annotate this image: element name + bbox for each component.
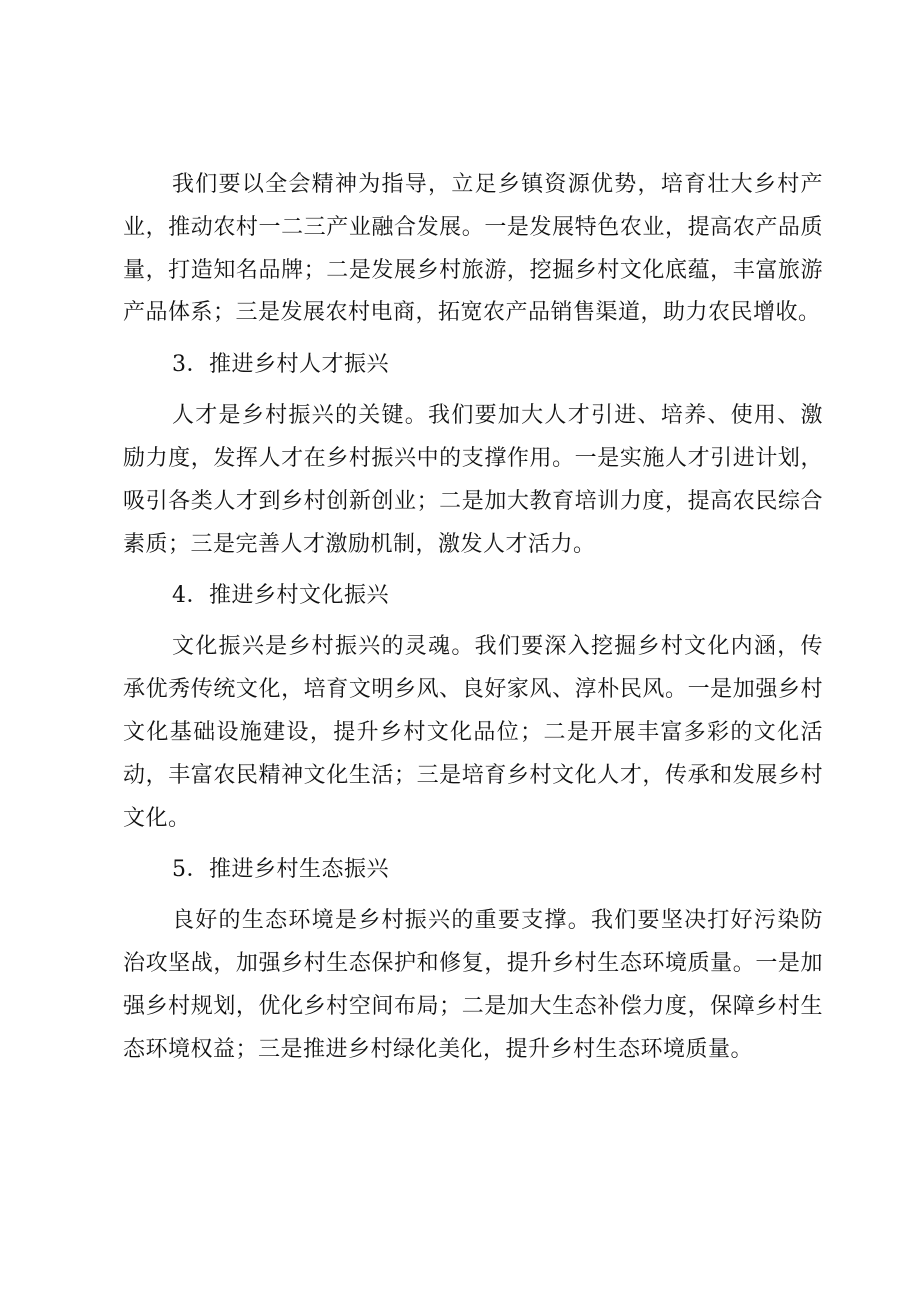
paragraph-culture: 文化振兴是乡村振兴的灵魂。我们要深入挖掘乡村文化内涵，传承优秀传统文化，培育文明乡风、良好家风、淳朴民风。一是加强乡村文化基础设施建设，提升乡村文化品位；二是开展丰富多彩的文化活动，丰富农民精神文化生活；三是培育乡村文化人才，传承和发展乡村文化。: [123, 634, 823, 831]
heading-ecology-revitalization: 5．推进乡村生态振兴: [172, 857, 389, 883]
document-body: [123, 164, 823, 1080]
paragraph-industry: 我们要以全会精神为指导，立足乡镇资源优势，培育壮大乡村产业，推动农村一二三产业融合发展。一是发展特色农业，提高农产品质量，打造知名品牌；二是发展乡村旅游，挖掘乡村文化底蕴，丰富旅游产品体系；三是发展农村电商，拓宽农产品销售渠道，助力农民增收。: [123, 172, 823, 326]
heading-culture-revitalization: 4．推进乡村文化振兴: [172, 583, 389, 609]
paragraph-ecology: 良好的生态环境是乡村振兴的重要支撑。我们要坚决打好污染防治攻坚战，加强乡村生态保护和修复，提升乡村生态环境质量。一是加强乡村规划，优化乡村空间布局；二是加大生态补偿力度，保障乡村生态环境权益；三是推进乡村绿化美化，提升乡村生态环境质量。: [123, 908, 823, 1062]
paragraph-talent: 人才是乡村振兴的关键。我们要加大人才引进、培养、使用、激励力度，发挥人才在乡村振兴中的支撑作用。一是实施人才引进计划，吸引各类人才到乡村创新创业；二是加大教育培训力度，提高农民综合素质；三是完善人才激励机制，激发人才活力。: [123, 403, 823, 557]
heading-talent-revitalization: 3．推进乡村人才振兴: [172, 352, 389, 378]
